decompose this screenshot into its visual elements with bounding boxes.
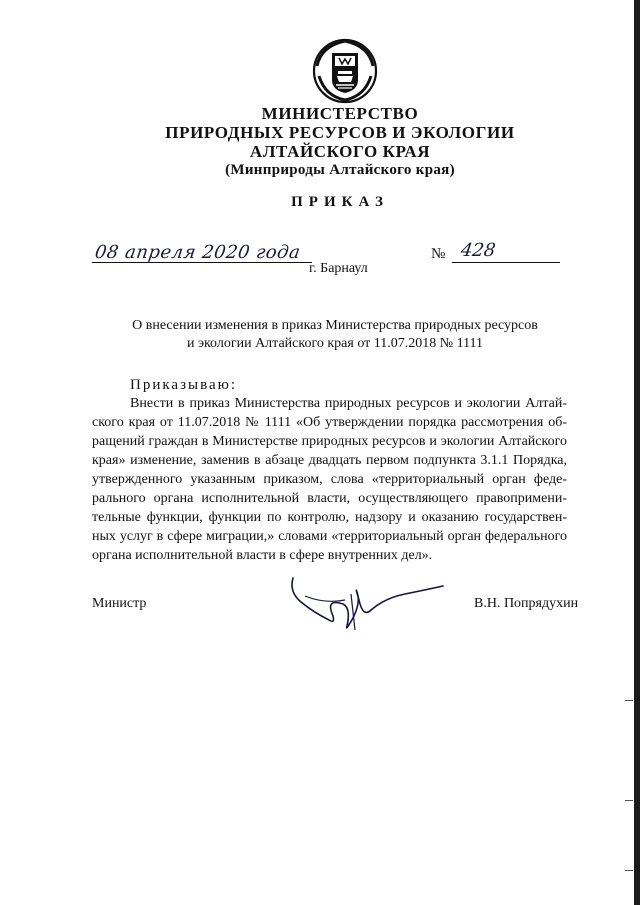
signatory-title: Министр — [92, 596, 147, 611]
order-number-label: № — [431, 246, 446, 262]
subject-line-1: О внесении изменения в приказ Министерства природных ресурсов — [132, 318, 538, 333]
scan-edge — [634, 0, 640, 905]
scan-mark — [625, 700, 633, 701]
order-word: Приказываю: — [130, 377, 237, 393]
ministry-name-line-2: ПРИРОДНЫХ РЕСУРСОВ И ЭКОЛОГИИ — [165, 123, 515, 142]
body-line: тельные функции, функции по контролю, надзору и оказанию государствен- — [92, 510, 567, 525]
body-line: ных услуг в сфере миграции,» словами «территориальный орган федерального — [92, 529, 567, 544]
ministry-short-name: (Минприроды Алтайского края) — [225, 162, 455, 178]
body-line: края» изменение, заменив в абзаце двадцать первом подпункта 3.1.1 Порядка, — [92, 453, 567, 468]
city: г. Барнаул — [309, 261, 368, 276]
document-type-title: ПРИКАЗ — [291, 194, 389, 210]
body-line: органа исполнительной власти в сфере внутренних дел». — [92, 548, 433, 563]
order-number: 428 — [459, 240, 497, 261]
date-underline — [92, 262, 312, 263]
number-underline — [452, 262, 560, 263]
body-line: утвержденного указанным приказом, слова «территориальный орган феде- — [92, 472, 567, 487]
scan-mark — [625, 800, 633, 801]
body-line: ского края от 11.07.2018 № 1111 «Об утверждении порядка рассмотрения об- — [92, 415, 567, 430]
order-date: 08 апреля 2020 года — [93, 242, 302, 263]
body-line: ращений граждан в Министерстве природных ресурсов и экологии Алтайского — [92, 434, 567, 449]
body-line: рального органа исполнительной власти, осуществляющего правопримени- — [92, 491, 567, 506]
ministry-name-line-1: МИНИСТЕРСТВО — [261, 104, 419, 123]
signatory-name: В.Н. Попрядухин — [474, 596, 579, 611]
subject-line-2: и экологии Алтайского края от 11.07.2018 № 1111 — [186, 336, 484, 351]
handwritten-signature — [285, 574, 450, 634]
body-line: Внести в приказ Министерства природных ресурсов и экологии Алтай- — [130, 396, 567, 411]
scan-mark — [625, 870, 633, 871]
ministry-name-line-3: АЛТАЙСКОГО КРАЯ — [249, 142, 431, 161]
altai-coat-of-arms-icon — [311, 36, 379, 104]
